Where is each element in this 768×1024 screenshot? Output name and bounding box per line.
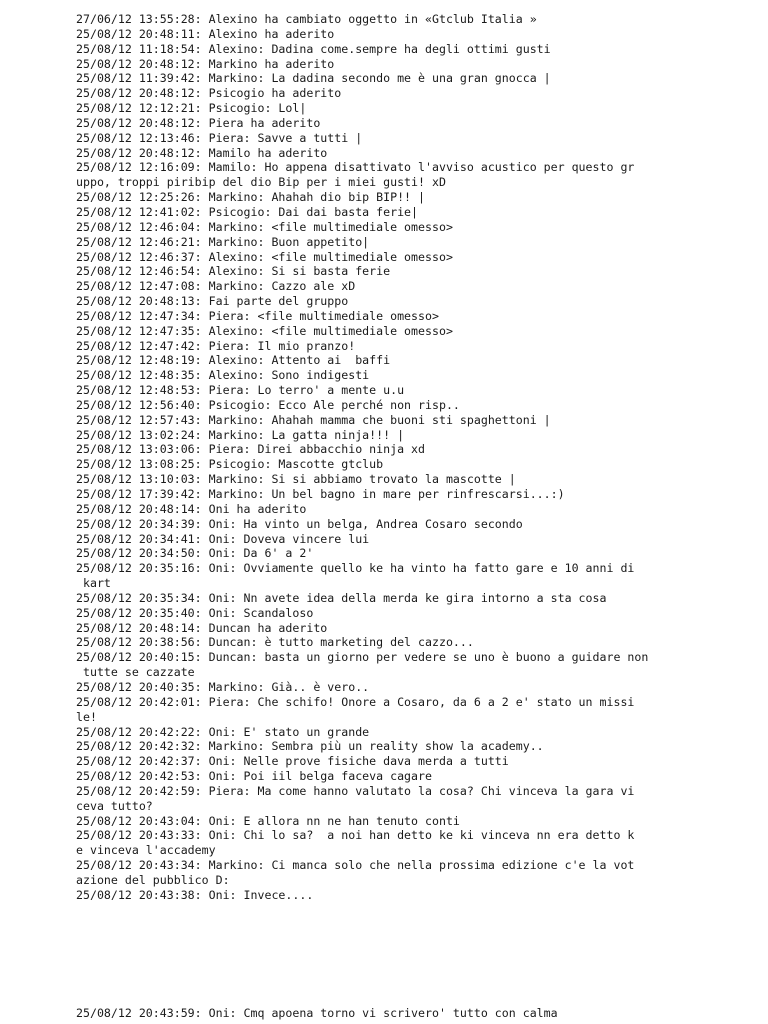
chat-log-line: 25/08/12 20:48:12: Markino ha aderito — [76, 56, 335, 71]
chat-log-line: 25/08/12 12:48:35: Alexino: Sono indigesti — [76, 368, 370, 383]
chat-log-line: 25/08/12 20:42:22: Oni: E' stato un grande — [76, 724, 370, 739]
chat-log-line: 25/08/12 20:48:14: Oni ha aderito — [76, 501, 307, 516]
chat-log-line: 25/08/12 20:34:41: Oni: Doveva vincere lui — [76, 531, 370, 546]
chat-log-line: 25/08/12 20:42:32: Markino: Sembra più un reality show la academy.. — [76, 739, 544, 754]
chat-log-line: azione del pubblico D: — [76, 872, 230, 887]
chat-log-line: 25/08/12 12:48:53: Piera: Lo terro' a mente u.u — [76, 383, 405, 398]
chat-log-line: 25/08/12 12:48:19: Alexino: Attento ai baffi — [76, 353, 391, 368]
chat-log-line: 25/08/12 20:43:04: Oni: E allora nn ne han tenuto conti — [76, 813, 460, 828]
chat-log-line: 25/08/12 20:42:59: Piera: Ma come hanno valutato la cosa? Chi vinceva la gara vi — [76, 783, 635, 798]
chat-log-line: kart — [76, 576, 111, 591]
chat-log-line: uppo, troppi piribip del dio Bip per i miei gusti! xD — [76, 175, 446, 190]
chat-log-line: 25/08/12 12:41:02: Psicogio: Dai dai basta ferie| — [76, 204, 419, 219]
chat-log-line: 25/08/12 20:40:15: Duncan: basta un giorno per vedere se uno è buono a guidare non — [76, 650, 649, 665]
chat-log-line: 25/08/12 12:12:21: Psicogio: Lol| — [76, 101, 307, 116]
chat-log-line: tutte se cazzate — [76, 665, 195, 680]
chat-log-line: e vinceva l'accademy — [76, 843, 216, 858]
chat-log-line: 25/08/12 20:48:11: Alexino ha aderito — [76, 26, 335, 41]
chat-log-line: 25/08/12 20:34:50: Oni: Da 6' a 2' — [76, 546, 314, 561]
chat-log — [76, 12, 756, 903]
chat-log-line: 25/08/12 20:42:01: Piera: Che schifo! Onore a Cosaro, da 6 a 2 e' stato un missi — [76, 694, 635, 709]
chat-log-line: 25/08/12 20:35:34: Oni: Nn avete idea della merda ke gira intorno a sta cosa — [76, 590, 607, 605]
chat-log-line: 25/08/12 20:35:40: Oni: Scandaloso — [76, 605, 314, 620]
chat-log-line: 25/08/12 20:48:12: Psicogio ha aderito — [76, 86, 342, 101]
chat-log-line: 25/08/12 12:25:26: Markino: Ahahah dio bip BIP!! | — [76, 190, 426, 205]
chat-log-line: 25/08/12 12:46:04: Markino: <file multimediale omesso> — [76, 219, 453, 234]
chat-log-line: 25/08/12 20:42:53: Oni: Poi iil belga faceva cagare — [76, 769, 432, 784]
chat-log-line: 25/08/12 20:48:12: Mamilo ha aderito — [76, 145, 328, 160]
chat-log-line: 25/08/12 13:10:03: Markino: Si si abbiamo trovato la mascotte | — [76, 472, 516, 487]
chat-log-line: 25/08/12 12:47:42: Piera: Il mio pranzo! — [76, 338, 356, 353]
chat-log-line: 25/08/12 20:48:12: Piera ha aderito — [76, 115, 321, 130]
chat-log-line: ceva tutto? — [76, 798, 153, 813]
chat-log-line: 25/08/12 12:47:35: Alexino: <file multimediale omesso> — [76, 323, 453, 338]
chat-log-line: 25/08/12 12:46:37: Alexino: <file multimediale omesso> — [76, 249, 453, 264]
chat-log-line: 25/08/12 20:43:34: Markino: Ci manca solo che nella prossima edizione c'e la vot — [76, 858, 635, 873]
chat-log-line: 25/08/12 12:16:09: Mamilo: Ho appena disattivato l'avviso acustico per questo gr — [76, 160, 635, 175]
chat-log-line: 25/08/12 11:39:42: Markino: La dadina secondo me è una gran gnocca | — [76, 71, 551, 86]
chat-log-tail-line: 25/08/12 20:43:59: Oni: Cmq apoena torno vi scrivero' tutto con calma — [76, 1006, 558, 1020]
chat-log-line: 25/08/12 12:13:46: Piera: Savve a tutti | — [76, 130, 363, 145]
chat-log-line: 25/08/12 20:35:16: Oni: Ovviamente quello ke ha vinto ha fatto gare e 10 anni di — [76, 561, 635, 576]
chat-log-line: 25/08/12 13:03:06: Piera: Direi abbacchio ninja xd — [76, 442, 426, 457]
chat-log-line: 25/08/12 13:08:25: Psicogio: Mascotte gtclub — [76, 457, 384, 472]
chat-log-line: 25/08/12 20:43:38: Oni: Invece.... — [76, 887, 314, 902]
chat-log-line: 25/08/12 13:02:24: Markino: La gatta ninja!!! | — [76, 427, 405, 442]
chat-log-line: 25/08/12 12:56:40: Psicogio: Ecco Ale perché non risp.. — [76, 397, 460, 412]
chat-log-line: 25/08/12 17:39:42: Markino: Un bel bagno in mare per rinfrescarsi...:) — [76, 487, 565, 501]
chat-log-line: 25/08/12 12:47:08: Markino: Cazzo ale xD — [76, 279, 356, 294]
chat-log-line: 25/08/12 12:46:21: Markino: Buon appetito| — [76, 234, 370, 249]
chat-log-line: 25/08/12 12:57:43: Markino: Ahahah mamma che buoni sti spaghettoni | — [76, 412, 551, 427]
chat-log-line: 27/06/12 13:55:28: Alexino ha cambiato oggetto in «Gtclub Italia ‍» — [76, 12, 537, 26]
chat-log-line: 25/08/12 11:18:54: Alexino: Dadina come.sempre ha degli ottimi gusti — [76, 41, 551, 56]
chat-log-line: 25/08/12 20:48:13: Fai parte del gruppo — [76, 294, 349, 309]
chat-log-line: 25/08/12 20:40:35: Markino: Già.. è vero.. — [76, 679, 370, 694]
chat-log-line: 25/08/12 20:43:33: Oni: Chi lo sa? a noi han detto ke ki vinceva nn era detto k — [76, 828, 635, 843]
chat-log-line: le! — [76, 709, 97, 724]
chat-log-line: 25/08/12 20:38:56: Duncan: è tutto marketing del cazzo... — [76, 635, 474, 650]
chat-log-line: 25/08/12 20:48:14: Duncan ha aderito — [76, 620, 328, 635]
chat-log-line: 25/08/12 12:46:54: Alexino: Si si basta ferie — [76, 264, 391, 279]
chat-log-line: 25/08/12 12:47:34: Piera: <file multimediale omesso> — [76, 308, 439, 323]
chat-log-line: 25/08/12 20:42:37: Oni: Nelle prove fisiche dava merda a tutti — [76, 754, 509, 769]
chat-log-line: 25/08/12 20:34:39: Oni: Ha vinto un belga, Andrea Cosaro secondo — [76, 516, 523, 531]
